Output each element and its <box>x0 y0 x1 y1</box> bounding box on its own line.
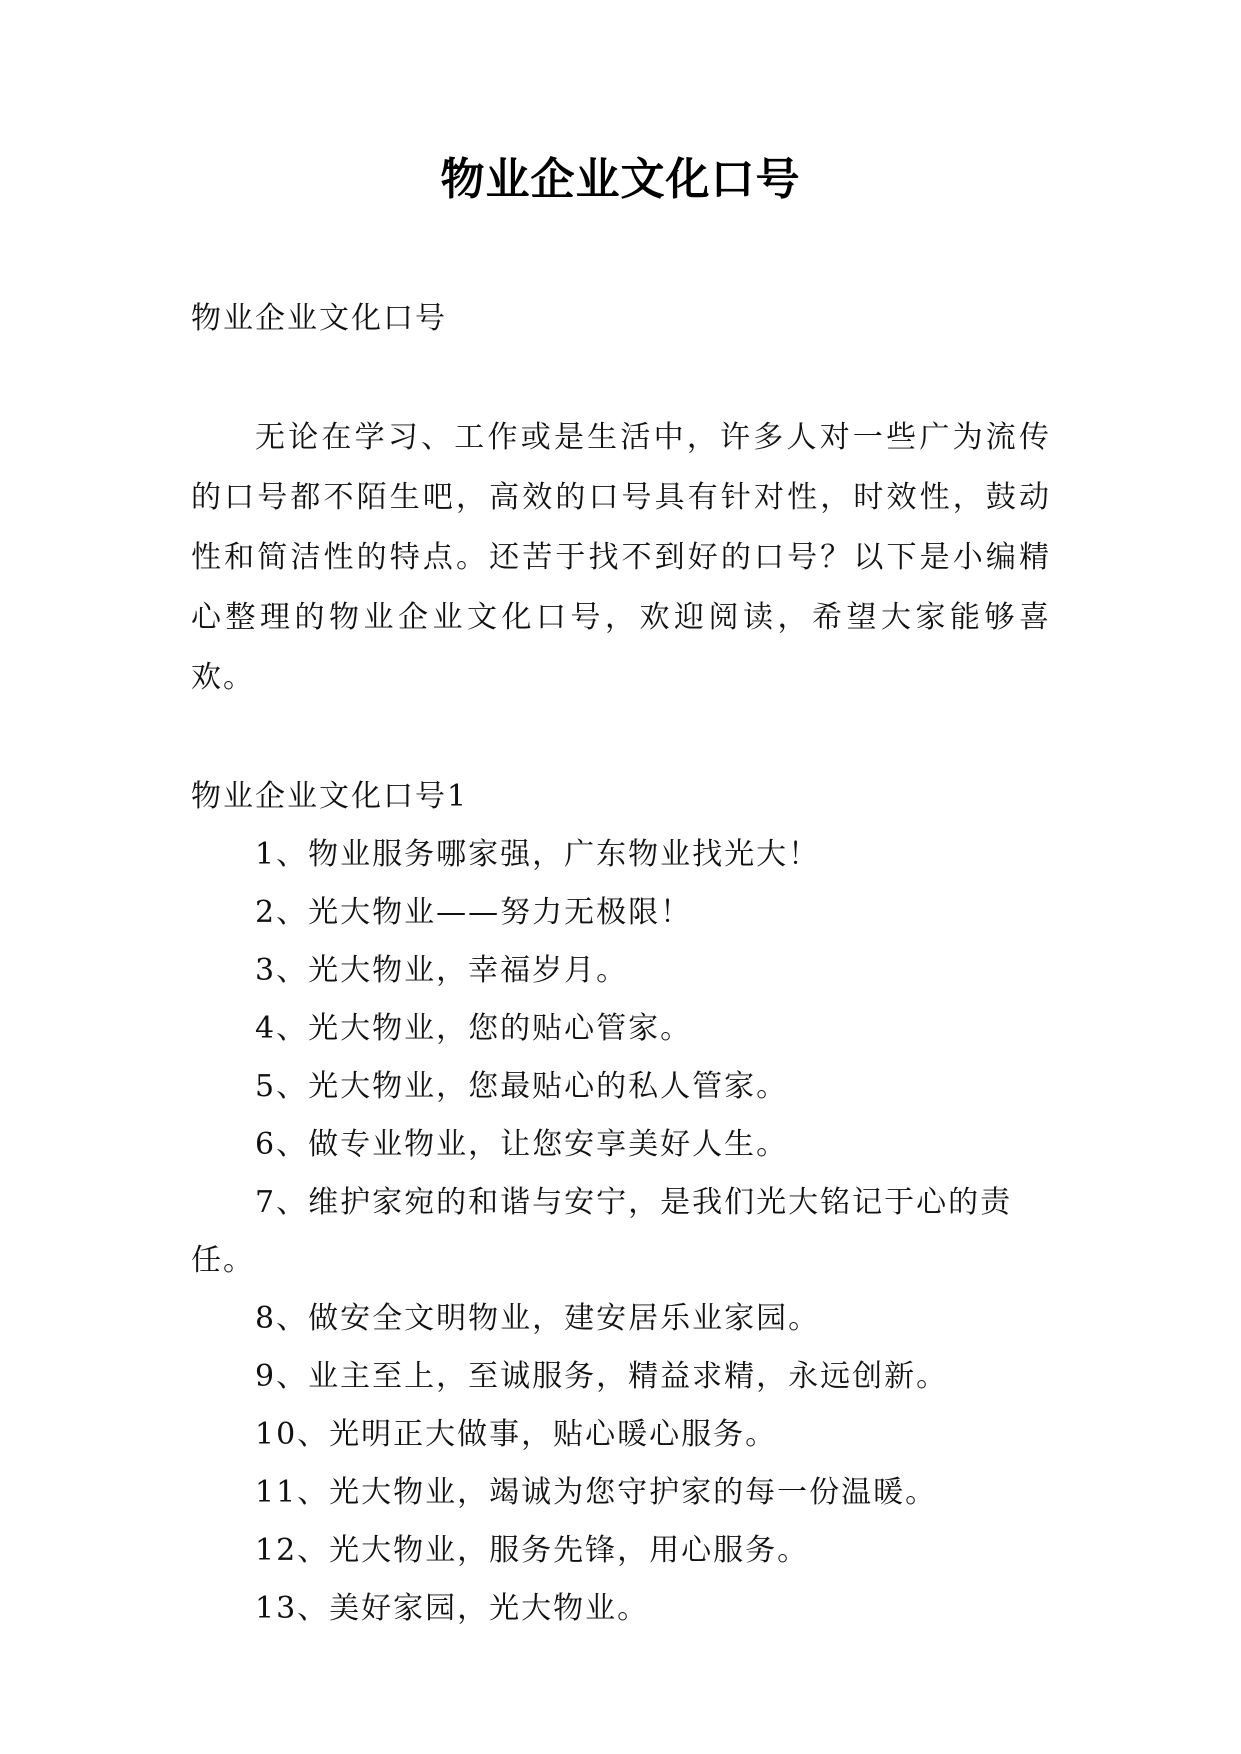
slogan-item: 5、光大物业，您最贴心的私人管家。 <box>255 1069 789 1104</box>
slogan-item: 13、美好家园，光大物业。 <box>255 1591 650 1626</box>
page-title: 物业企业文化口号 <box>440 154 801 205</box>
intro-paragraph: 无论在学习、工作或是生活中，许多人对一些广为流传的口号都不陌生吧，高效的口号具有针对性，时效性，鼓动性和简洁性的特点。还苦于找不到好的口号？以下是小编精心整理的物业企业文化口号，欢迎阅读，希望大家能够喜欢。 <box>191 420 1051 695</box>
document-body <box>191 290 1051 1638</box>
slogan-item: 8、做安全文明物业，建安居乐业家园。 <box>255 1301 821 1336</box>
slogan-item: 1、物业服务哪家强，广东物业找光大！ <box>255 837 821 872</box>
slogan-item: 7、维护家宛的和谐与安宁，是我们光大铭记于心的责任。 <box>191 1185 1013 1278</box>
slogan-item: 10、光明正大做事，贴心暖心服务。 <box>255 1417 778 1452</box>
slogan-item: 9、业主至上，至诚服务，精益求精，永远创新。 <box>255 1359 949 1394</box>
slogan-list <box>191 826 1051 1638</box>
slogan-item: 2、光大物业——努力无极限！ <box>255 895 693 930</box>
slogan-item: 3、光大物业，幸福岁月。 <box>255 953 629 988</box>
slogan-item: 6、做专业物业，让您安享美好人生。 <box>255 1127 789 1162</box>
slogan-item: 12、光大物业，服务先锋，用心服务。 <box>255 1533 810 1568</box>
slogan-item: 4、光大物业，您的贴心管家。 <box>255 1011 693 1046</box>
section-heading: 物业企业文化口号1 <box>191 779 469 814</box>
subtitle: 物业企业文化口号 <box>191 301 447 336</box>
slogan-item: 11、光大物业，竭诚为您守护家的每一份温暖。 <box>255 1475 938 1510</box>
